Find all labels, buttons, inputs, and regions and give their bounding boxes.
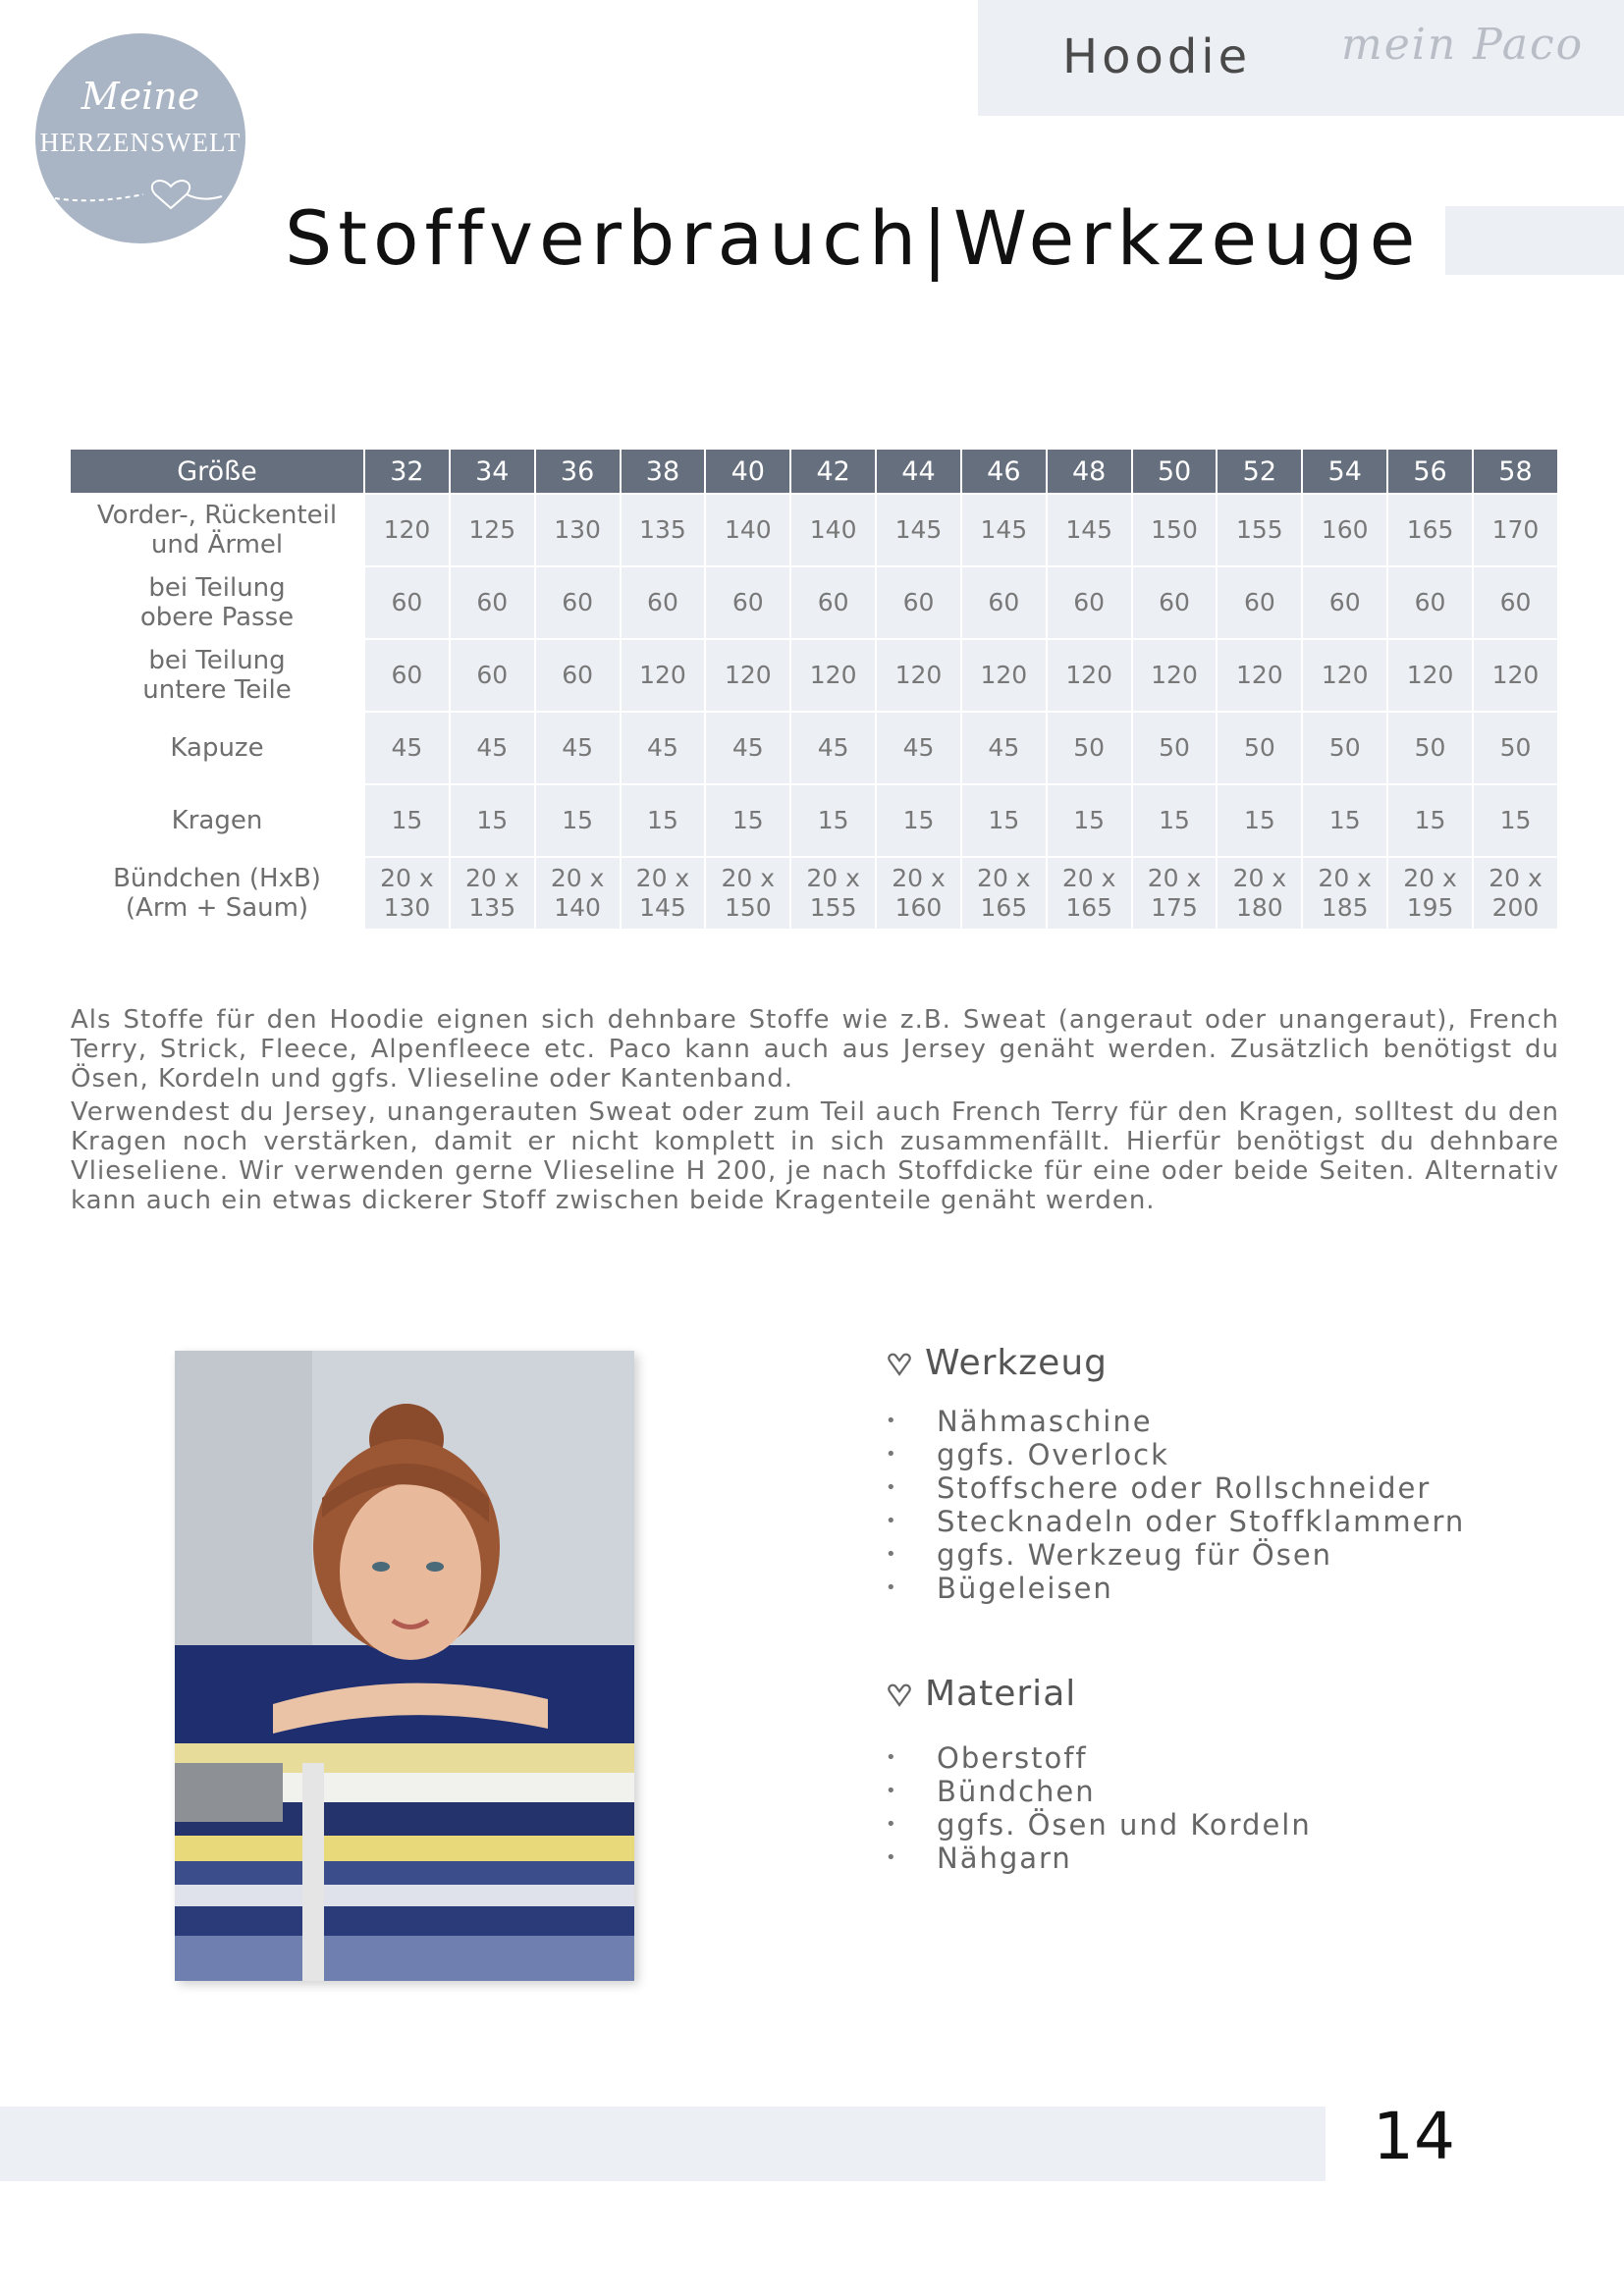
cell-line: 15 [731, 806, 764, 834]
table-cell [1303, 495, 1386, 565]
cell-line: 60 [1073, 588, 1106, 616]
material-title: Material [925, 1674, 1077, 1714]
cell-line: 60 [476, 588, 509, 616]
cell-line: 15 [476, 806, 509, 834]
cell-line: 20 x [977, 864, 1031, 892]
table-cell [1048, 495, 1131, 565]
table-cell [536, 640, 620, 711]
cell-line: 45 [988, 733, 1020, 762]
row-label-line: bei Teilung [148, 573, 286, 603]
row-label [71, 495, 363, 565]
page-number: 14 [1373, 2099, 1455, 2174]
size-header-cell: 58 [1474, 450, 1557, 493]
list-item: • ggfs. Werkzeug für Ösen [886, 1538, 1573, 1572]
table-row [71, 785, 1557, 856]
list-item: • Nähmaschine [886, 1405, 1573, 1438]
cell-line: 185 [1321, 893, 1369, 922]
table-cell [1303, 713, 1386, 783]
cell-line: 120 [894, 661, 943, 689]
cell-line: 20 x [1061, 864, 1116, 892]
page-title: Stoffverbrauch|Werkzeuge [285, 194, 1422, 282]
size-header-cell: 52 [1218, 450, 1301, 493]
size-header-cell: 38 [622, 450, 705, 493]
cell-line: 50 [1499, 733, 1532, 762]
fabric-description [71, 1005, 1559, 1219]
table-row [71, 640, 1557, 711]
cell-line: 195 [1406, 893, 1454, 922]
table-cell [706, 640, 789, 711]
list-item: • Bündchen [886, 1775, 1573, 1808]
cell-line: 15 [391, 806, 423, 834]
table-cell [1133, 785, 1217, 856]
table-cell [1048, 713, 1131, 783]
cell-line: 20 x [1232, 864, 1287, 892]
cell-line: 60 [1499, 588, 1532, 616]
cell-line: 145 [639, 893, 686, 922]
size-header-cell: 54 [1303, 450, 1386, 493]
cell-line: 20 x [806, 864, 860, 892]
size-header-cell: 46 [962, 450, 1046, 493]
heart-icon [886, 1682, 913, 1709]
table-cell [1474, 567, 1557, 638]
cell-line: 120 [1491, 661, 1540, 689]
table-cell [706, 567, 789, 638]
cell-line: 60 [1414, 588, 1446, 616]
table-cell [1388, 640, 1472, 711]
row-label [71, 640, 363, 711]
table-cell [791, 858, 875, 929]
cell-line: 120 [1321, 661, 1369, 689]
table-cell [365, 640, 449, 711]
cell-line: 20 x [721, 864, 776, 892]
table-cell [365, 495, 449, 565]
cell-line: 15 [902, 806, 935, 834]
cell-line: 45 [476, 733, 509, 762]
cell-line: 120 [1065, 661, 1113, 689]
row-label-line: obere Passe [139, 603, 295, 632]
table-cell [1133, 640, 1217, 711]
size-header-cell: 56 [1388, 450, 1472, 493]
table-cell [1388, 713, 1472, 783]
table-cell [622, 785, 705, 856]
size-header-cell: 32 [365, 450, 449, 493]
cell-line: 120 [724, 661, 772, 689]
cell-line: 150 [1151, 515, 1198, 544]
table-cell [622, 713, 705, 783]
row-label [71, 858, 363, 929]
table-cell [877, 567, 960, 638]
designer-photo [175, 1351, 634, 1981]
cell-line: 15 [1243, 806, 1275, 834]
size-header-cell: 42 [791, 450, 875, 493]
size-header-cell: 48 [1048, 450, 1131, 493]
row-label-line: untere Teile [142, 675, 292, 705]
cell-line: 155 [1236, 515, 1283, 544]
size-header-cell: 44 [877, 450, 960, 493]
table-cell [1474, 858, 1557, 929]
cell-line: 165 [1065, 893, 1113, 922]
table-cell [706, 713, 789, 783]
table-cell [962, 640, 1046, 711]
table-cell [962, 713, 1046, 783]
material-heading [886, 1674, 1573, 1714]
table-cell [877, 640, 960, 711]
table-cell [1133, 495, 1217, 565]
row-label-line: Kragen [171, 806, 263, 835]
cell-line: 175 [1151, 893, 1198, 922]
table-cell [1218, 640, 1301, 711]
table-cell [877, 785, 960, 856]
table-body [71, 495, 1557, 929]
table-cell [1218, 713, 1301, 783]
cell-line: 200 [1491, 893, 1540, 922]
table-cell [365, 713, 449, 783]
cell-line: 165 [980, 893, 1028, 922]
cell-line: 15 [1414, 806, 1446, 834]
cell-line: 50 [1414, 733, 1446, 762]
cell-line: 60 [562, 588, 594, 616]
cell-line: 60 [988, 588, 1020, 616]
table-cell [622, 858, 705, 929]
cell-line: 15 [988, 806, 1020, 834]
cell-line: 45 [902, 733, 935, 762]
table-cell [1303, 858, 1386, 929]
row-label [71, 785, 363, 856]
table-cell [451, 495, 534, 565]
cell-line: 120 [1236, 661, 1283, 689]
cell-line: 130 [383, 893, 431, 922]
table-cell [365, 858, 449, 929]
table-cell [622, 495, 705, 565]
table-cell [706, 858, 789, 929]
table-cell [706, 495, 789, 565]
cell-line: 50 [1159, 733, 1190, 762]
row-label-line: bei Teilung [148, 646, 286, 675]
cell-line: 20 x [1489, 864, 1543, 892]
pattern-name: mein Paco [1341, 20, 1585, 70]
table-cell [1388, 567, 1472, 638]
cell-line: 20 x [380, 864, 434, 892]
table-cell [536, 785, 620, 856]
table-cell [1218, 785, 1301, 856]
list-item: • Stoffschere oder Rollschneider [886, 1471, 1573, 1505]
size-header-cell: 50 [1133, 450, 1217, 493]
table-cell [451, 713, 534, 783]
table-cell [1133, 858, 1217, 929]
table-cell [365, 567, 449, 638]
cell-line: 45 [817, 733, 849, 762]
cell-line: 20 x [464, 864, 519, 892]
table-cell [451, 858, 534, 929]
cell-line: 140 [809, 515, 857, 544]
table-cell [536, 495, 620, 565]
table-cell [1048, 640, 1131, 711]
list-item: • Nähgarn [886, 1842, 1573, 1875]
cell-line: 45 [647, 733, 678, 762]
cell-line: 60 [1159, 588, 1190, 616]
table-header-row [71, 450, 1557, 493]
cell-line: 20 x [550, 864, 605, 892]
cell-line: 15 [562, 806, 594, 834]
table-cell [451, 785, 534, 856]
tools-section [886, 1343, 1573, 1605]
brand-logo [35, 33, 245, 243]
table-cell [791, 495, 875, 565]
table-cell [1474, 640, 1557, 711]
cell-line: 60 [1328, 588, 1361, 616]
cell-line: 135 [468, 893, 516, 922]
table-cell [1388, 785, 1472, 856]
cell-line: 60 [562, 661, 594, 689]
cell-line: 130 [554, 515, 601, 544]
table-cell [1048, 858, 1131, 929]
cell-line: 50 [1328, 733, 1361, 762]
cell-line: 15 [1159, 806, 1190, 834]
table-cell [1303, 567, 1386, 638]
material-list [886, 1741, 1573, 1875]
table-cell [451, 640, 534, 711]
table-cell [622, 567, 705, 638]
table-cell [1133, 567, 1217, 638]
table-cell [962, 567, 1046, 638]
table-cell [1474, 713, 1557, 783]
paragraph-fabrics: Als Stoffe für den Hoodie eignen sich dehnbare Stoffe wie z.B. Sweat (angeraut oder unangeraut), French Terry, Strick, Fleece, Alpenfleece etc. Paco kann auch aus Jersey genäht werden. Zusätzlich benötigst du Ösen, Kordeln und ggfs. Vlieseline oder Kantenband. [71, 1005, 1559, 1094]
table-row [71, 858, 1557, 929]
table-cell [791, 785, 875, 856]
cell-line: 50 [1243, 733, 1275, 762]
list-item: • Oberstoff [886, 1741, 1573, 1775]
cell-line: 120 [639, 661, 686, 689]
cell-line: 160 [894, 893, 943, 922]
list-item: • ggfs. Overlock [886, 1438, 1573, 1471]
table-cell [791, 713, 875, 783]
cell-line: 20 x [1318, 864, 1372, 892]
cell-line: 120 [1406, 661, 1454, 689]
table-cell [365, 785, 449, 856]
table-cell [1218, 495, 1301, 565]
table-cell [536, 567, 620, 638]
logo-heart-icon [35, 159, 245, 228]
cell-line: 145 [980, 515, 1028, 544]
cell-line: 20 x [635, 864, 690, 892]
cell-line: 60 [817, 588, 849, 616]
row-label-line: Vorder-, Rückenteil [96, 501, 338, 530]
table-cell [962, 495, 1046, 565]
photo-illustration [175, 1351, 634, 1981]
cell-line: 15 [1499, 806, 1532, 834]
cell-line: 50 [1073, 733, 1106, 762]
cell-line: 20 x [892, 864, 946, 892]
cell-line: 15 [817, 806, 849, 834]
logo-main-text: HERZENSWELT [39, 128, 242, 157]
table-cell [1474, 785, 1557, 856]
cell-line: 20 x [1147, 864, 1202, 892]
row-label-line: Bündchen (HxB) [113, 864, 321, 893]
table-cell [1388, 858, 1472, 929]
cell-line: 145 [1065, 515, 1113, 544]
cell-line: 15 [647, 806, 678, 834]
table-cell [622, 640, 705, 711]
cell-line: 120 [980, 661, 1028, 689]
row-label-line: und Ärmel [150, 530, 284, 560]
row-label [71, 567, 363, 638]
title-accent-bar [1445, 206, 1624, 275]
row-label-line: Kapuze [170, 733, 264, 763]
table-row [71, 713, 1557, 783]
footer-bar [0, 2107, 1326, 2181]
table-cell [1133, 713, 1217, 783]
cell-line: 60 [391, 661, 423, 689]
table-cell [1388, 495, 1472, 565]
list-item: • ggfs. Ösen und Kordeln [886, 1808, 1573, 1842]
list-item: • Bügeleisen [886, 1572, 1573, 1605]
cell-line: 150 [724, 893, 772, 922]
row-label-line: (Arm + Saum) [125, 893, 309, 923]
cell-line: 125 [468, 515, 516, 544]
cell-line: 15 [1073, 806, 1106, 834]
cell-line: 165 [1406, 515, 1454, 544]
table-cell [1048, 785, 1131, 856]
table-cell [1218, 567, 1301, 638]
size-header-cell: 34 [451, 450, 534, 493]
table-row [71, 567, 1557, 638]
table-cell [536, 713, 620, 783]
cell-line: 160 [1321, 515, 1369, 544]
table-cell [962, 858, 1046, 929]
size-header-cell: 40 [706, 450, 789, 493]
cell-line: 180 [1236, 893, 1283, 922]
fabric-consumption-table [69, 448, 1559, 931]
cell-line: 120 [1151, 661, 1198, 689]
cell-line: 155 [809, 893, 857, 922]
document-title: Hoodie [1062, 29, 1252, 84]
cell-line: 135 [639, 515, 686, 544]
size-header-label: Größe [71, 450, 363, 493]
logo-script-text: Meine [81, 75, 200, 118]
table-row [71, 495, 1557, 565]
cell-line: 60 [902, 588, 935, 616]
cell-line: 170 [1491, 515, 1540, 544]
table-cell [451, 567, 534, 638]
cell-line: 60 [476, 661, 509, 689]
list-item: • Stecknadeln oder Stoffklammern [886, 1505, 1573, 1538]
cell-line: 60 [391, 588, 423, 616]
cell-line: 120 [809, 661, 857, 689]
cell-line: 120 [383, 515, 431, 544]
cell-line: 45 [391, 733, 423, 762]
table-cell [962, 785, 1046, 856]
cell-line: 15 [1328, 806, 1361, 834]
cell-line: 45 [562, 733, 594, 762]
table-cell [791, 567, 875, 638]
material-section [886, 1674, 1573, 1875]
cell-line: 140 [724, 515, 772, 544]
tools-title: Werkzeug [925, 1343, 1108, 1383]
cell-line: 45 [731, 733, 764, 762]
table-cell [1303, 640, 1386, 711]
table-cell [536, 858, 620, 929]
table-cell [1474, 495, 1557, 565]
table-cell [877, 858, 960, 929]
cell-line: 145 [894, 515, 943, 544]
heart-icon [886, 1351, 913, 1378]
cell-line: 20 x [1403, 864, 1457, 892]
table-cell [1218, 858, 1301, 929]
table-cell [791, 640, 875, 711]
paragraph-collar: Verwendest du Jersey, unangerauten Sweat oder zum Teil auch French Terry für den Kragen, solltest du den Kragen noch verstärken, damit er nicht komplett in sich zusammenfällt. Hierfür benötigst du dehnbare Vlieseliene. Wir verwenden gerne Vlieseline H 200, je nach Stoffdicke für eine oder beide Seiten. Alternativ kann auch ein etwas dickerer Stoff zwischen beide Kragenteile genäht werden. [71, 1097, 1559, 1215]
table-cell [1303, 785, 1386, 856]
table-cell [706, 785, 789, 856]
table-cell [877, 713, 960, 783]
size-header-cell: 36 [536, 450, 620, 493]
tools-heading [886, 1343, 1573, 1383]
cell-line: 60 [1243, 588, 1275, 616]
row-label [71, 713, 363, 783]
table-cell [877, 495, 960, 565]
table-cell [1048, 567, 1131, 638]
cell-line: 140 [554, 893, 601, 922]
tools-list [886, 1405, 1573, 1605]
cell-line: 60 [647, 588, 678, 616]
cell-line: 60 [731, 588, 764, 616]
